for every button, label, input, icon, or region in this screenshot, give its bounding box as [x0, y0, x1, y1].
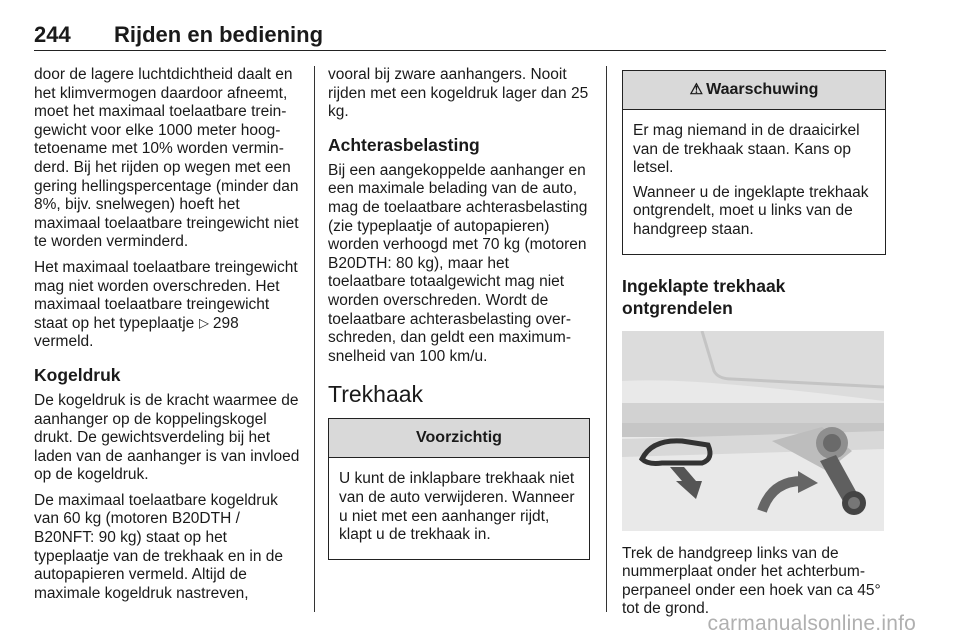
paragraph-kogeldruk-definition: De kogeldruk is de kracht waarmee de aanhanger op de koppelingskogel drukt. De gewichtsverdeling bij het laden van de aanhanger is van invloed op de kogeldruk.	[34, 391, 300, 484]
paragraph-altitude: door de lagere luchtdichtheid daalt en het klimvermogen daardoor afneemt, moet het maximaal toelaatbare treingewicht voor elke 1000 meter hoogtetoename met 10% worden verminderd. Bij het rijden op wegen met een gering hellingspercentage (minder dan 8%, bijv. snelwegen) hoeft het maximaal toelaatbare treingewicht niet te worden verminderd.	[34, 66, 299, 251]
page-header	[34, 20, 886, 51]
figure-caption: Trek de handgreep links van de nummerplaat onder het achterbumperpaneel onder een hoek van ca 45° tot de grond.	[622, 544, 881, 618]
paragraph-max-train-weight: Het maximaal toelaatbare treingewicht mag niet worden overschreden. Het maximaal toelaatbare treingewicht staat op het typeplaatje ◁ 298 vermeld.	[34, 258, 298, 351]
caution-text: U kunt de inklapbare trekhaak niet van de auto verwijderen. Wanneer u niet met een aanhanger rijdt, klapt u de trekhaak in.	[339, 470, 575, 544]
warning-title: Waarschuwing	[706, 81, 819, 98]
warning-box	[622, 70, 886, 255]
heading-trekhaak: Trekhaak	[328, 381, 424, 408]
heading-kogeldruk: Kogeldruk	[34, 364, 121, 385]
column-2	[328, 66, 590, 560]
paragraph-heavy-trailers: vooral bij zware aanhangers. Nooit rijden met een kogeldruk lager dan 25 kg.	[328, 66, 589, 121]
tow-hitch-illustration	[622, 331, 884, 531]
caution-title: Voorzichtig	[329, 419, 589, 458]
column-3	[622, 66, 886, 626]
page-title: Rijden en bediening	[114, 22, 324, 47]
paragraph-achterasbelasting: Bij een aangekoppelde aanhanger en een maximale belading van de auto, mag de toelaatbare achterasbelasting (zie typeplaatje of autopapieren) worden verhoogd met 70 kg (motoren B20DTH: 80 kg), maar het toelaatbare totaalgewicht mag niet worden overschreden. Wordt de toelaatbare achterasbelasting overschreden, dan geldt een maximumsnelheid van 100 km/u.	[328, 161, 588, 365]
warning-text-2: Wanneer u de ingeklapte trekhaak ontgrendelt, moet u links van de handgreep staan.	[633, 183, 869, 238]
column-divider-1	[314, 66, 315, 612]
heading-ontgrendelen: Ingeklapte trekhaak ontgrendelen	[622, 275, 786, 318]
warning-text-1: Er mag niemand in de draaicirkel van de trekhaak staan. Kans op letsel.	[633, 122, 860, 177]
caution-box	[328, 418, 590, 559]
watermark: carmanualsonline.info	[707, 612, 916, 635]
page-number: 244	[34, 22, 71, 47]
heading-achterasbelasting: Achterasbelasting	[328, 134, 480, 155]
paragraph-kogeldruk-max: De maximaal toelaatbare kogeldruk van 60 kg (motoren B20DTH / B20NFT: 90 kg) staat op het typeplaatje van de trekhaak en in de autopapieren vermeld. Altijd de maximale kogeldruk nastreven,	[34, 491, 284, 602]
column-1	[34, 66, 302, 610]
column-divider-2	[606, 66, 607, 612]
page-ref-arrow-icon: ◁	[198, 317, 209, 333]
warning-header	[623, 71, 885, 110]
warning-triangle-icon: ⚠	[689, 81, 704, 98]
page-ref-number[interactable]: 298	[212, 314, 239, 332]
